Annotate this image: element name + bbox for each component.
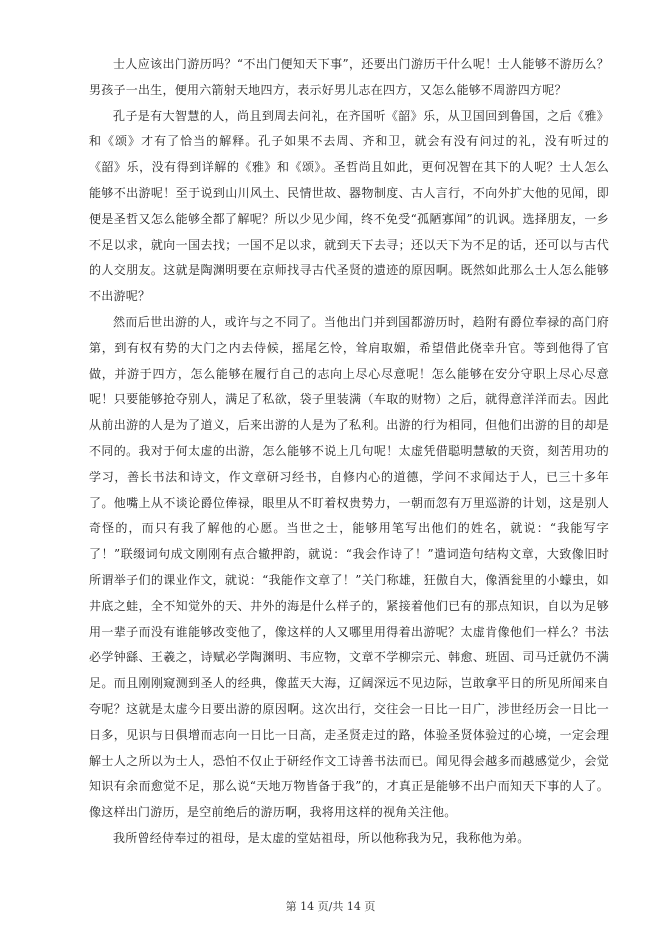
paragraph-3: 然而后世出游的人，或许与之不同了。当他出门并到国都游历时，趋附有爵位奉禄的高门府第，到有权有势的大门之内去侍候，摇尾乞怜，耸肩取媚，希望借此侥幸升官。等到他得了官做，并游于四方，怎么能够在履行自己的志向上尽心尽意呢！怎么能够在安分守职上尽心尽意呢！只要能够抢夺别人，满足了私欲，袋子里装满（车取的财物）之后，就得意洋洋而去。因此从前出游的人是为了道义，后来出游的人是为了私利。出游的行为相同，但他们出游的目的却是不同的。我对于何太虚的出游，怎么能够不说上几句呢！太虚凭借聪明慧敏的天资，刻苦用功的学习，善长书法和诗文，作文章研习经书，自修内心的道德，学问不求闻达于人，已三十多年了。他嘴上从不谈论爵位俸禄，眼里从不盯着权贵势力，一朝而忽有万里巡游的计划，这是别人奇怪的，而只有我了解他的心愿。当世之士，能够用笔写出他们的姓名，就说：“我能写字了！”联缀词句成文刚刚有点合辙押韵，就说：“我会作诗了！”遣词造句结构文章，大致像旧时所谓举子们的课业作文，就说：“我能作文章了！”关门称雄，狂傲自大，像酒瓮里的小蠓虫，如井底之蛙，全不知觉外的天、井外的海是什么样子的，紧接着他们已有的那点知识，自以为足够用一辈子而没有谁能够改变他了，像这样的人又哪里用得着出游呢？太虚肯像他们一样么？书法必学钟繇、王羲之，诗赋必学陶渊明、韦应物，文章不学柳宗元、韩愈、班固、司马迁就仍不满足。而且刚刚窥测到圣人的经典，像蓝天大海，辽阔深远不见边际，岂敢拿平日的所见所闻来自夸呢？这就是太虚今日要出游的原因啊。这次出行，交往会一日比一日广，涉世经历会一日比一日多，见识与日俱增而志向一日比一日高，走圣贤走过的路，体验圣贤体验过的心境，一定会理解士人之所以为士人，恐怕不仅止于研经作文工诗善书法而已。闻见得会越多而越感觉少，会觉知识有余而愈觉不足，那么说“天地万物皆备于我”的，才真正是能够不出户而知天下事的人了。像这样出门游历，是空前绝后的游历啊，我将用这样的视角关注他。 [89, 314, 609, 820]
page-number-footer: 第 14 页/共 14 页 [285, 900, 376, 913]
document-body [89, 52, 609, 852]
paragraph-2: 孔子是有大智慧的人，尚且到周去问礼，在齐国听《韶》乐，从卫国回到鲁国，之后《雅》和《颂》才有了恰当的解释。孔子如果不去周、齐和卫，就会有没有问过的礼，没有听过的《韶》乐，没有得到详解的《雅》和《颂》。圣哲尚且如此，更何况智在其下的人呢？士人怎么能够不出游呢！至于说到山川风土、民情世故、器物制度、古人言行，不向外扩大他的见闻，即便是圣哲又怎么能够全都了解呢？所以少见少闻，终不免受“孤陋寡闻”的讥讽。选择朋友，一乡不足以求，就向一国去找；一国不足以求，就到天下去寻；还以天下为不足的话，还可以与古代的人交朋友。这就是陶渊明要在京师找寻古代圣贤的遗迹的原因啊。既然如此那么士人怎么能够不出游呢？ [89, 108, 609, 304]
paragraph-4: 我所曾经侍奉过的祖母，是太虚的堂姑祖母，所以他称我为兄，我称他为弟。 [113, 830, 530, 845]
paragraph-1: 士人应该出门游历吗？“不出门便知天下事”，还要出门游历干什么呢！士人能够不游历么？男孩子一出生，便用六箭射天地四方，表示好男儿志在四方，又怎么能够不周游四方呢？ [89, 57, 609, 97]
